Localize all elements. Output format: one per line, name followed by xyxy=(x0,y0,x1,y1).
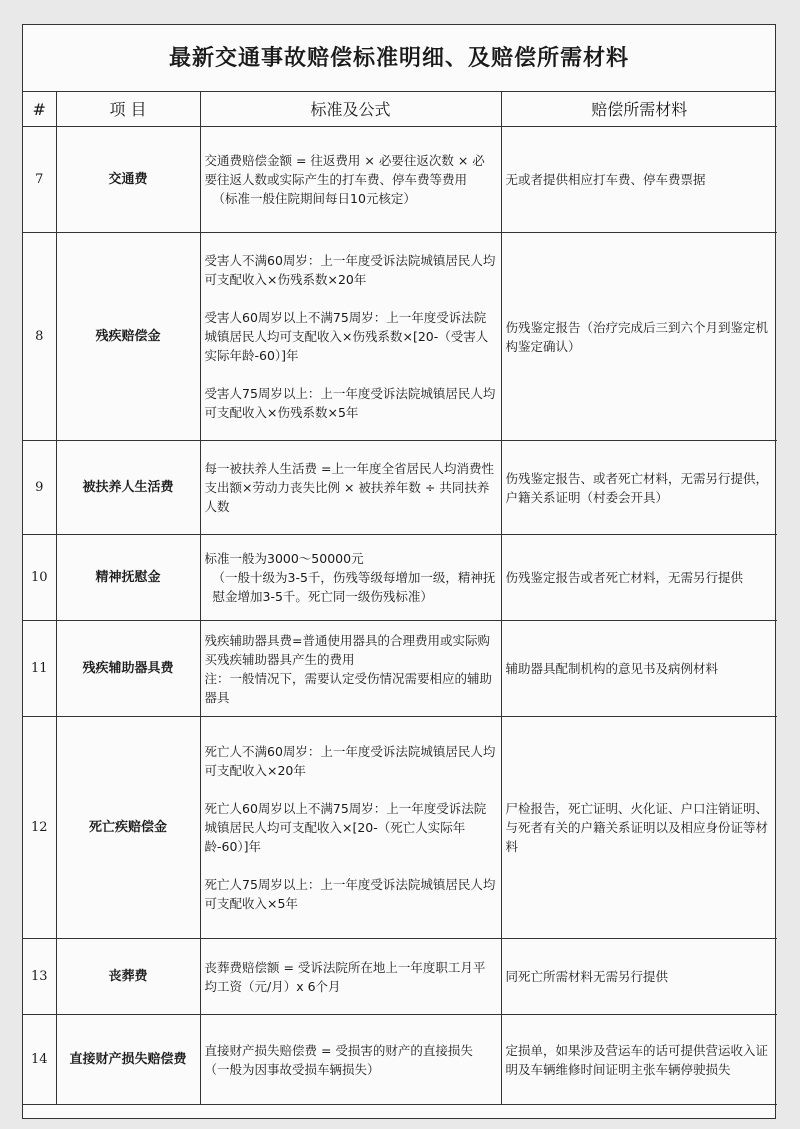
table-row xyxy=(23,1015,777,1105)
row-standard xyxy=(200,1015,501,1105)
standard-line: 受害人不满60周岁：上一年度受诉法院城镇居民人均可支配收入×伤残系数×20年 xyxy=(204,253,496,287)
table-row xyxy=(23,441,777,535)
standard-line: （标准一般住院期间每日10元核定） xyxy=(212,191,416,206)
row-num: 10 xyxy=(23,535,56,621)
row-num: 8 xyxy=(23,233,56,441)
standard-line: 直接财产损失赔偿费 = 受损害的财产的直接损失（一般为因事故受损车辆损失） xyxy=(204,1042,473,1077)
row-materials: 无或者提供相应打车费、停车费票据 xyxy=(501,127,777,233)
compensation-table xyxy=(23,92,777,1105)
standard-line: 受害人60周岁以上不满75周岁：上一年度受诉法院城镇居民人均可支配收入×伤残系数×[20-（受害人实际年龄-60）]年 xyxy=(204,310,489,363)
standard-line: 每一被扶养人生活费 =上一年度全省居民人均消费性支出额×劳动力丧失比例 × 被扶养年数 ÷ 共同扶养人数 xyxy=(204,461,494,514)
row-item: 丧葬费 xyxy=(56,939,200,1015)
row-materials: 伤残鉴定报告（治疗完成后三到六个月到鉴定机构鉴定确认） xyxy=(501,233,777,441)
standard-line: 交通费赔偿金额 = 往返费用 × 必要往返次数 × 必要往返人数或实际产生的打车费、停车费等费用 xyxy=(204,153,485,187)
row-num: 11 xyxy=(23,621,56,717)
row-num: 14 xyxy=(23,1015,56,1105)
row-standard xyxy=(200,127,501,233)
table-row xyxy=(23,621,777,717)
standard-line: 死亡人不满60周岁：上一年度受诉法院城镇居民人均可支配收入×20年 xyxy=(204,744,496,778)
document-sheet xyxy=(22,24,776,1119)
standard-line: 丧葬费赔偿额 = 受诉法院所在地上一年度职工月平均工资（元/月）x 6个月 xyxy=(204,959,486,994)
standard-line: 受害人75周岁以上：上一年度受诉法院城镇居民人均可支配收入×伤残系数×5年 xyxy=(204,386,496,420)
page-title: 最新交通事故赔偿标准明细、及赔偿所需材料 xyxy=(23,25,775,92)
table-row xyxy=(23,233,777,441)
line-gap xyxy=(205,289,497,308)
row-standard xyxy=(200,717,501,939)
line-gap xyxy=(205,365,497,384)
row-materials: 定损单，如果涉及营运车的话可提供营运收入证明及车辆维修时间证明主张车辆停驶损失 xyxy=(501,1015,777,1105)
row-num: 9 xyxy=(23,441,56,535)
standard-line: 残疾辅助器具费=普通使用器具的合理费用或实际购买残疾辅助器具产生的费用 xyxy=(204,632,490,667)
row-standard xyxy=(200,535,501,621)
row-num: 7 xyxy=(23,127,56,233)
row-standard xyxy=(200,939,501,1015)
header-num: # xyxy=(23,92,56,127)
row-materials: 同死亡所需材料无需另行提供 xyxy=(501,939,777,1015)
row-num: 13 xyxy=(23,939,56,1015)
table-row xyxy=(23,127,777,233)
standard-line: 死亡人60周岁以上不满75周岁：上一年度受诉法院城镇居民人均可支配收入×[20-（死亡人实际年龄-60）]年 xyxy=(204,801,487,854)
row-materials: 伤残鉴定报告、或者死亡材料，无需另行提供，户籍关系证明（村委会开具） xyxy=(501,441,777,535)
row-materials: 伤残鉴定报告或者死亡材料，无需另行提供 xyxy=(501,535,777,621)
row-num: 12 xyxy=(23,717,56,939)
standard-line: 标准一般为3000～50000元 xyxy=(204,551,364,566)
row-item: 被扶养人生活费 xyxy=(56,441,200,535)
row-item: 精神抚慰金 xyxy=(56,535,200,621)
header-item: 项 目 xyxy=(56,92,200,127)
row-materials: 尸检报告，死亡证明、火化证、户口注销证明、与死者有关的户籍关系证明以及相应身份证等材料 xyxy=(501,717,777,939)
table-row xyxy=(23,535,777,621)
row-item: 残疾赔偿金 xyxy=(56,233,200,441)
table-row xyxy=(23,939,777,1015)
row-item: 交通费 xyxy=(56,127,200,233)
standard-line: 死亡人75周岁以上：上一年度受诉法院城镇居民人均可支配收入×5年 xyxy=(204,877,496,911)
row-standard xyxy=(200,621,501,717)
table-header-row xyxy=(23,92,777,127)
table-row xyxy=(23,717,777,939)
header-standard: 标准及公式 xyxy=(200,92,501,127)
standard-line: （一般十级为3-5千，伤残等级每增加一级，精神抚慰金增加3-5千。死亡同一级伤残标准） xyxy=(212,570,496,604)
line-gap xyxy=(205,780,497,799)
row-item: 直接财产损失赔偿费 xyxy=(56,1015,200,1105)
row-item: 残疾辅助器具费 xyxy=(56,621,200,717)
line-gap xyxy=(205,856,497,875)
row-standard xyxy=(200,441,501,535)
row-item: 死亡疾赔偿金 xyxy=(56,717,200,939)
row-materials: 辅助器具配制机构的意见书及病例材料 xyxy=(501,621,777,717)
row-standard xyxy=(200,233,501,441)
header-materials: 赔偿所需材料 xyxy=(501,92,777,127)
standard-line: 注：一般情况下，需要认定受伤情况需要相应的辅助器具 xyxy=(204,670,493,705)
